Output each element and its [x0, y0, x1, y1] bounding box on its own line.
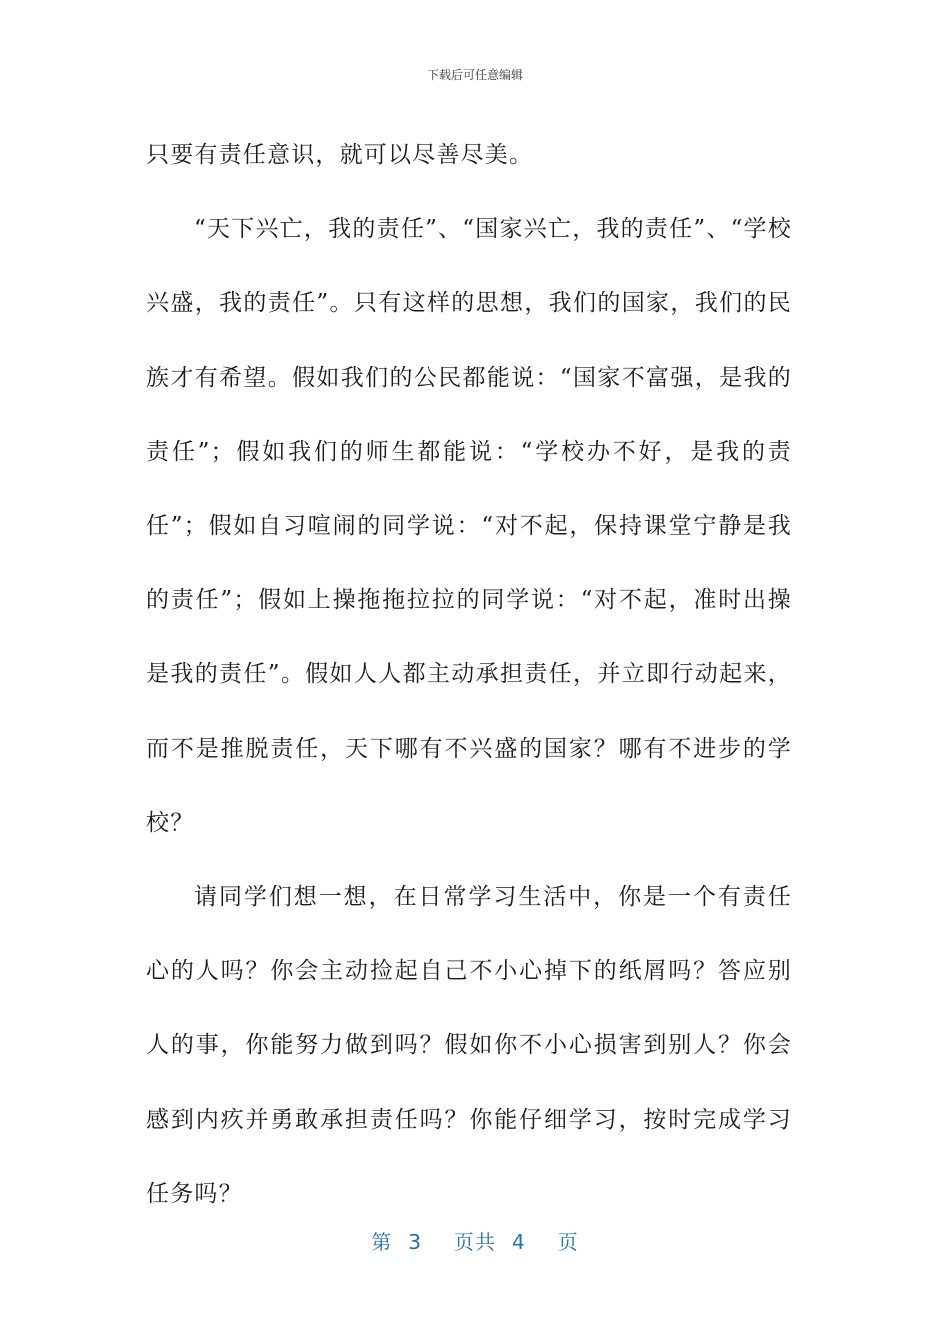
footer-total-pages: 4	[512, 1230, 526, 1254]
paragraph-2: “天下兴亡，我的责任”、“国家兴亡，我的责任”、“学校兴盛，我的责任”。只有这样的思想，我们的国家，我们的民族才有希望。假如我们的公民都能说：“国家不富强，是我的责任”；假如我们的师生都能说：“学校办不好，是我的责任”；假如自习喧闹的同学说：“对不起，保持课堂宁静是我的责任”；假如上操拖拖拉拉的同学说：“对不起，准时出操是我的责任”。假如人人都主动承担责任，并立即行动起来，而不是推脱责任，天下哪有不兴盛的国家？哪有不进步的学校？	[146, 216, 792, 836]
footer-page-suffix: 页	[557, 1230, 579, 1254]
footer-page-mid: 页共	[454, 1230, 496, 1254]
footer-current-page: 3	[408, 1230, 422, 1254]
paragraph-1: 只要有责任意识，就可以尽善尽美。	[146, 142, 534, 168]
footer-page-prefix: 第	[371, 1230, 393, 1254]
paragraph-3: 请同学们想一想，在日常学习生活中，你是一个有责任心的人吗？你会主动捡起自己不小心掉下的纸屑吗？答应别人的事，你能努力做到吗？假如你不小心损害到别人？你会感到内疚并勇敢承担责任吗？你能仔细学习，按时完成学习任务吗？	[146, 884, 792, 1207]
document-body	[146, 118, 792, 1231]
header-note: 下载后可任意编辑	[426, 68, 523, 82]
page-footer	[0, 1226, 950, 1255]
